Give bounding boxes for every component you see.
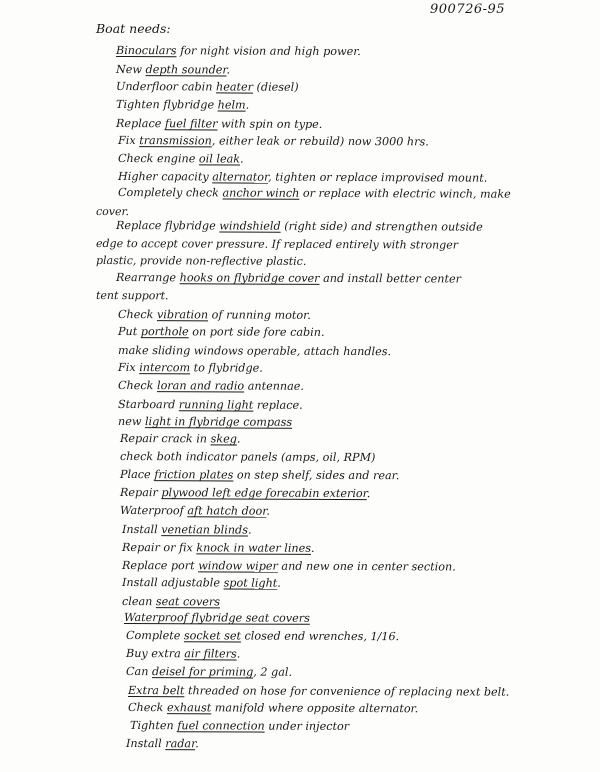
underlined-phrase: plywood left edge forecabin exterior bbox=[161, 486, 367, 501]
underlined-phrase: running light bbox=[178, 398, 254, 412]
document-id: 900726-95 bbox=[430, 2, 506, 17]
underlined-phrase: fuel filter bbox=[164, 117, 218, 131]
list-item: Fix intercom to flybridge. bbox=[117, 361, 263, 375]
list-item: Tighten flybridge helm. bbox=[115, 98, 250, 112]
underlined-phrase: light in flybridge compass bbox=[144, 415, 293, 429]
list-item: Starboard running light replace. bbox=[117, 398, 303, 412]
list-item: Extra belt threaded on hose for convenience of replacing next belt. bbox=[127, 684, 510, 699]
list-item: Can deisel for priming, 2 gal. bbox=[125, 665, 293, 679]
underlined-phrase: friction plates bbox=[154, 468, 234, 482]
underlined-phrase: transmission bbox=[139, 134, 212, 148]
list-item: cover. bbox=[95, 205, 130, 219]
underlined-phrase: aft hatch door bbox=[187, 504, 267, 518]
underlined-phrase: loran and radio bbox=[156, 379, 245, 393]
list-item: Check loran and radio antennae. bbox=[117, 379, 305, 393]
underlined-phrase: intercom bbox=[139, 361, 191, 375]
underlined-phrase: radar bbox=[165, 737, 196, 751]
list-item: Rearrange hooks on flybridge cover and install better center bbox=[115, 271, 461, 286]
underlined-phrase: skeg bbox=[210, 432, 237, 446]
list-item: Check vibration of running motor. bbox=[117, 308, 311, 322]
underlined-phrase: hooks on flybridge cover bbox=[179, 271, 320, 285]
list-item: Place friction plates on step shelf, sides and rear. bbox=[119, 468, 400, 483]
list-item: Repair crack in skeg. bbox=[119, 432, 241, 446]
underlined-phrase: Binoculars bbox=[115, 44, 177, 58]
list-item: Completely check anchor winch or replace with electric winch, make bbox=[117, 186, 511, 201]
underlined-phrase: Extra belt bbox=[127, 684, 185, 698]
list-item: Replace flybridge windshield (right side) and strengthen outside bbox=[115, 219, 483, 234]
underlined-phrase: window wiper bbox=[198, 559, 278, 573]
list-item: Replace fuel filter with spin on type. bbox=[115, 117, 323, 131]
list-item: Install radar. bbox=[125, 737, 199, 751]
underlined-phrase: porthole bbox=[140, 325, 189, 339]
list-item: new light in flybridge compass bbox=[117, 415, 293, 429]
page-title: Boat needs: bbox=[96, 21, 171, 36]
list-item: Waterproof aft hatch door. bbox=[119, 504, 270, 518]
list-item: plastic, provide non-reflective plastic. bbox=[95, 254, 307, 268]
list-item: New depth sounder. bbox=[115, 63, 231, 77]
list-item: Binoculars for night vision and high power. bbox=[115, 44, 361, 59]
list-item: Repair or fix knock in water lines. bbox=[121, 541, 315, 555]
list-item: Higher capacity alternator, tighten or replace improvised mount. bbox=[117, 170, 488, 185]
list-item: Install venetian blinds. bbox=[121, 523, 252, 537]
underlined-phrase: helm bbox=[217, 98, 246, 112]
list-item: Replace port window wiper and new one in center section. bbox=[121, 559, 456, 574]
list-item: Check engine oil leak. bbox=[117, 152, 244, 166]
list-item: Check exhaust manifold where opposite alternator. bbox=[127, 701, 419, 716]
list-item: clean seat covers bbox=[121, 595, 221, 609]
list-item: Buy extra air filters. bbox=[125, 647, 241, 661]
underlined-phrase: deisel for priming bbox=[151, 665, 254, 679]
underlined-phrase: fuel connection bbox=[177, 719, 265, 733]
list-item: tent support. bbox=[95, 289, 169, 303]
underlined-phrase: spot light bbox=[223, 576, 278, 590]
underlined-phrase: exhaust bbox=[166, 701, 212, 715]
list-item: Put porthole on port side fore cabin. bbox=[117, 325, 325, 339]
underlined-phrase: socket set bbox=[183, 629, 242, 643]
list-item bbox=[124, 611, 310, 626]
underlined-phrase: knock in water lines bbox=[196, 541, 312, 555]
list-item: Install adjustable spot light. bbox=[121, 576, 281, 590]
list-item: Fix transmission, either leak or rebuild) now 3000 hrs. bbox=[117, 134, 429, 149]
underlined-phrase: seat covers bbox=[155, 595, 221, 609]
underlined-phrase: venetian blinds bbox=[161, 523, 248, 537]
underlined-phrase: alternator bbox=[212, 170, 269, 184]
list-item: check both indicator panels (amps, oil, RPM) bbox=[119, 450, 376, 465]
list-item: Complete socket set closed end wrenches, 1/16. bbox=[125, 629, 400, 644]
underlined-phrase: oil leak bbox=[198, 152, 241, 166]
list-item: Tighten fuel connection under injector bbox=[129, 719, 350, 733]
underlined-phrase: heater bbox=[216, 80, 254, 94]
underlined-phrase: windshield bbox=[219, 219, 281, 233]
underlined-phrase: Waterproof flybridge seat covers bbox=[123, 611, 310, 625]
list-item: make sliding windows operable, attach handles. bbox=[117, 344, 392, 359]
list-item: Repair plywood left edge forecabin exterior. bbox=[119, 486, 371, 501]
list-item: edge to accept cover pressure. If replaced entirely with stronger bbox=[95, 237, 459, 252]
underlined-phrase: anchor winch bbox=[222, 186, 300, 200]
list-item: Underfloor cabin heater (diesel) bbox=[115, 80, 299, 94]
underlined-phrase: air filters bbox=[184, 647, 237, 661]
underlined-phrase: vibration bbox=[156, 308, 209, 322]
underlined-phrase: depth sounder bbox=[145, 63, 227, 77]
